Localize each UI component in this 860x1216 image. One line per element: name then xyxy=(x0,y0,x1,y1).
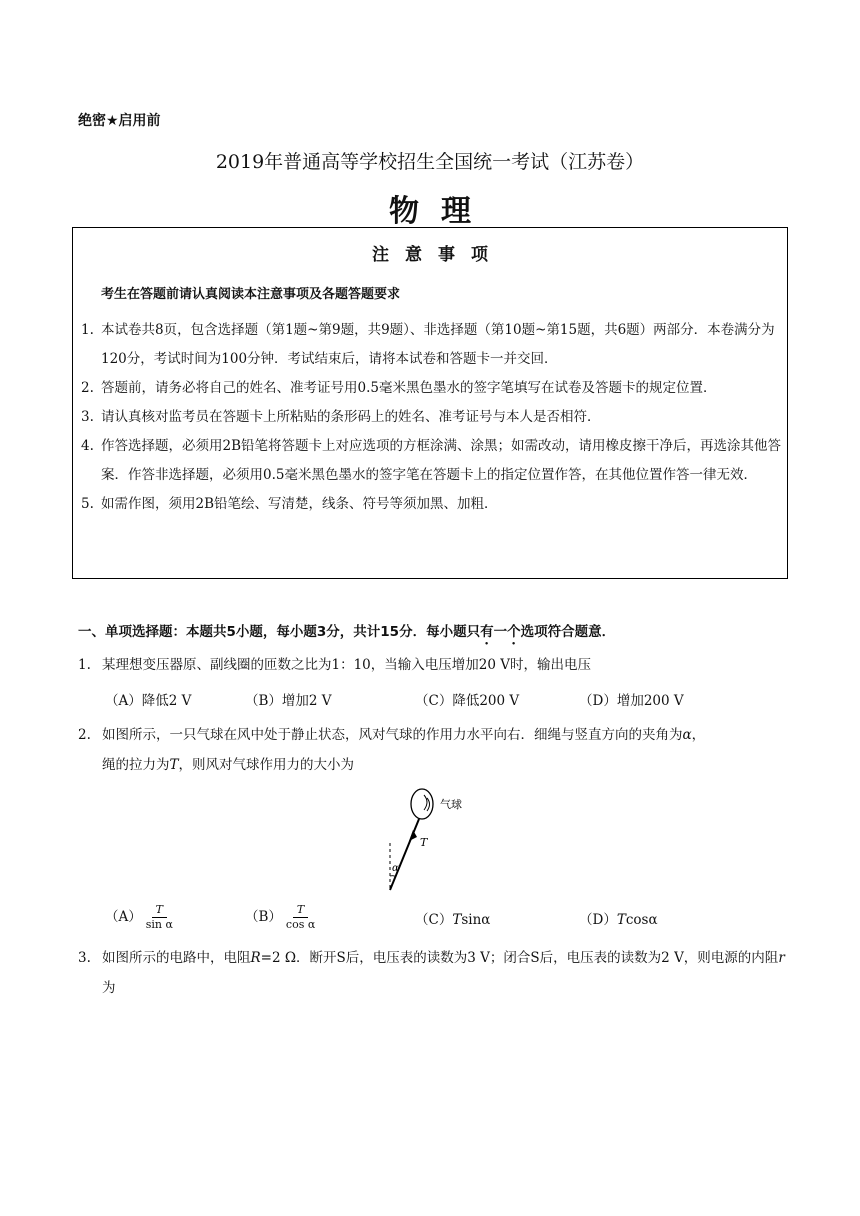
subject-title: 物理 xyxy=(389,194,493,229)
fraction: $\frac{T}{\text{sin α}}$ xyxy=(145,903,173,931)
option-a: （A）降低2 V xyxy=(105,693,192,709)
question-text: 如图所示，一只气球在风中处于静止状态，风对气球的作用力水平向右．细绳与竖直方向的夹角为α， 绳的拉力为T，则风对气球作用力的大小为 xyxy=(102,727,706,773)
exam-title: 2019年普通高等学校招生全国统一考试（江苏卷） xyxy=(215,151,645,173)
question-number: 3. xyxy=(78,950,91,966)
balloon-highlight xyxy=(427,798,430,811)
section-heading xyxy=(78,620,615,648)
notice-item-text: 请认真核对监考员在答题卡上所粘贴的条形码上的姓名、准考证号与本人是否相符． xyxy=(101,409,601,425)
notice-item xyxy=(81,403,781,432)
notice-heading: 注意事项 xyxy=(372,245,504,265)
notice-item-number: 5. xyxy=(81,496,94,512)
notice-item-text: 本试卷共8页，包含选择题（第1题~第9题，共9题）、非选择题（第10题~第15题，共6题）两部分．本卷满分为120分，考试时间为100分钟．考试结束后，请将本试卷和答题卡一并交回． xyxy=(101,322,775,367)
option-a: （A） $\frac{T}{\text{sin α}}$ xyxy=(105,903,245,932)
option-d: （D）Tcosα xyxy=(579,911,658,928)
option-c: （C）Tsinα xyxy=(415,911,491,928)
question-text: 某理想变压器原、副线圈的匝数之比为1：10，当输入电压增加20 V时，输出电压 xyxy=(102,657,591,673)
question-1 xyxy=(78,650,790,680)
notice-item-text: 作答选择题，必须用2B铅笔将答题卡上对应选项的方框涂满、涂黑；如需改动，请用橡皮擦干净后，再选涂其他答案．作答非选择题，必须用0.5毫米黑色墨水的签字笔在答题卡上的指定位置作答，在其他位置作答一律无效． xyxy=(101,438,782,483)
notice-box xyxy=(72,227,788,579)
secret-mark: 绝密★启用前 xyxy=(78,113,161,129)
balloon-figure xyxy=(380,778,500,898)
rope-line xyxy=(390,819,419,890)
notice-item-text: 如需作图，须用2B铅笔绘、写清楚，线条、符号等须加黑、加粗． xyxy=(101,496,498,512)
tension-arrow xyxy=(409,830,417,841)
option-c: （C）降低200 V xyxy=(415,693,520,709)
question-3 xyxy=(78,943,790,1003)
section-heading-text: 选项符合题意． xyxy=(520,624,616,640)
notice-item-number: 2. xyxy=(81,380,94,396)
option-b: （B）增加2 V xyxy=(245,693,332,709)
tension-label: T xyxy=(420,836,428,849)
notice-list xyxy=(81,316,781,519)
question-2 xyxy=(78,720,790,780)
notice-item xyxy=(81,490,781,519)
notice-item-number: 4. xyxy=(81,438,94,454)
notice-item-text: 答题前，请务必将自己的姓名、准考证号用0.5毫米黑色墨水的签字笔填写在试卷及答题卡的规定位置． xyxy=(101,380,717,396)
question-1-options xyxy=(105,689,785,709)
section-heading-text: 一、单项选择题：本题共5小题，每小题3分，共计15分．每小题只 xyxy=(78,624,481,640)
notice-item xyxy=(81,432,781,490)
balloon-highlight xyxy=(424,795,427,810)
option-b: （B） $\frac{T}{\text{cos α}}$ xyxy=(245,903,415,932)
question-2-options xyxy=(105,903,785,932)
notice-item xyxy=(81,374,781,403)
notice-item-number: 3. xyxy=(81,409,94,425)
notice-intro: 考生在答题前请认真阅读本注意事项及各题答题要求 xyxy=(101,287,401,302)
notice-item-number: 1. xyxy=(81,322,94,338)
emphasis-char: 个 xyxy=(507,624,521,640)
notice-item xyxy=(81,316,781,374)
question-number: 1. xyxy=(78,657,91,673)
alpha-label: α xyxy=(392,863,399,874)
section-heading-text: 一 xyxy=(493,624,508,640)
balloon-label: 气球 xyxy=(440,798,462,811)
emphasis-char: 有 xyxy=(480,624,494,640)
fraction: $\frac{T}{\text{cos α}}$ xyxy=(285,903,316,931)
question-number: 2. xyxy=(78,727,91,743)
option-d: （D）增加200 V xyxy=(579,693,684,709)
question-text: 如图所示的电路中，电阻R=2 Ω．断开S后，电压表的读数为3 V；闭合S后，电压表的读数为2 V，则电源的内阻r为 xyxy=(102,950,785,996)
